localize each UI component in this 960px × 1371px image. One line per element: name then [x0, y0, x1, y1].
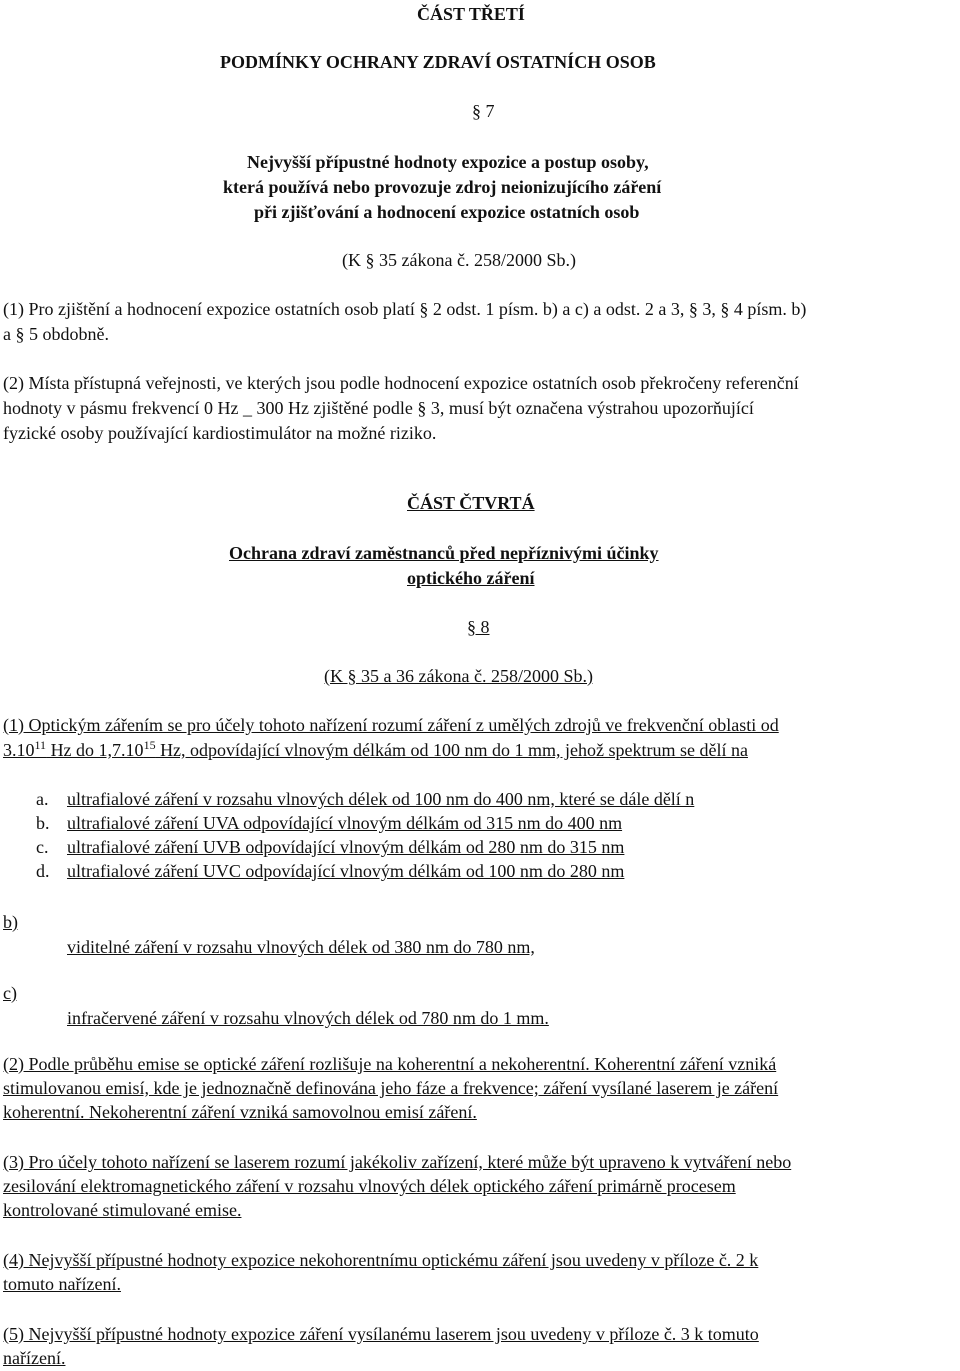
part4-para4-line2: tomuto nařízení. — [3, 1274, 121, 1294]
part4-para1-line1: (1) Optickým zářením se pro účely tohoto nařízení rozumí záření z umělých zdrojů ve frekvenční oblasti od — [3, 715, 779, 735]
part3-para1-line1: (1) Pro zjištění a hodnocení expozice ostatních osob platí § 2 odst. 1 písm. b) a c) a odst. 2 a 3, § 3, § 4 písm. b) — [3, 299, 807, 319]
part4-para1-line2: 3.10$^{11}$ Hz do 1,7.10$^{15}$ Hz, odpovídající vlnovým délkám od 100 nm do 1 mm, jehož spektrum se dělí na — [3, 738, 748, 760]
part4-heading: ČÁST ČTVRTÁ — [407, 493, 535, 513]
part3-title: PODMÍNKY OCHRANY ZDRAVÍ OSTATNÍCH OSOB — [220, 52, 656, 72]
part4-para5-line2: nařízení. — [3, 1348, 66, 1368]
part3-reference: (K § 35 zákona č. 258/2000 Sb.) — [342, 250, 576, 270]
part3-section-title-line1: Nejvyšší přípustné hodnoty expozice a postup osoby, — [247, 152, 649, 172]
part4-title-line1: Ochrana zdraví zaměstnanců před nepříznivými účinky — [229, 543, 659, 563]
part4-para3-line1: (3) Pro účely tohoto nařízení se laserem rozumí jakékoliv zařízení, které může být upraveno k vytváření nebo — [3, 1152, 792, 1172]
list-item-c-text: ultrafialové záření UVB odpovídající vlnovým délkám od 280 nm do 315 nm — [67, 837, 625, 857]
part4-reference: (K § 35 a 36 zákona č. 258/2000 Sb.) — [324, 666, 593, 686]
part3-section-number: § 7 — [472, 101, 495, 121]
list-item-c-marker: c. — [36, 837, 49, 857]
list-item-b-marker: b. — [36, 813, 50, 833]
part3-section-title-line3: při zjišťování a hodnocení expozice ostatních osob — [254, 202, 640, 222]
item-c-marker: c) — [3, 983, 17, 1003]
list-item-b-text: ultrafialové záření UVA odpovídající vlnovým délkám od 315 nm do 400 nm — [67, 813, 623, 833]
item-b-marker: b) — [3, 912, 18, 932]
item-b-text: viditelné záření v rozsahu vlnových délek od 380 nm do 780 nm, — [67, 937, 535, 957]
part4-para5-line1: (5) Nejvyšší přípustné hodnoty expozice záření vysílanému laserem jsou uvedeny v příloze č. 3 k tomuto — [3, 1324, 759, 1344]
part4-para2-line1: (2) Podle průběhu emise se optické záření rozlišuje na koherentní a nekoherentní. Koherentní záření vzniká — [3, 1054, 777, 1074]
part4-para2-line2: stimulovanou emisí, kde je jednoznačně definována jeho fáze a frekvence; záření vysílané laserem je záření — [3, 1078, 779, 1098]
list-item-a-marker: a. — [36, 789, 49, 809]
part4-para3-line3: kontrolované stimulované emise. — [3, 1200, 242, 1220]
part3-para2-line3: fyzické osoby používající kardiostimulátor na možné riziko. — [3, 423, 437, 443]
part3-para1-line2: a § 5 obdobně. — [3, 324, 109, 344]
part3-para2-line2: hodnoty v pásmu frekvencí 0 Hz _ 300 Hz zjištěné podle § 3, musí být označena výstrahou upozorňující — [3, 398, 754, 418]
list-item-d-marker: d. — [36, 861, 50, 881]
item-c-text: infračervené záření v rozsahu vlnových délek od 780 nm do 1 mm. — [67, 1008, 549, 1028]
part4-para4-line1: (4) Nejvyšší přípustné hodnoty expozice nekohorentnímu optickému záření jsou uvedeny v příloze č. 2 k — [3, 1250, 759, 1270]
list-item-a-text: ultrafialové záření v rozsahu vlnových délek od 100 nm do 400 nm, které se dále dělí n — [67, 789, 695, 809]
part3-para2-line1: (2) Místa přístupná veřejnosti, ve kterých jsou podle hodnocení expozice ostatních osob překročeny referenční — [3, 373, 799, 393]
part4-para3-line2: zesilování elektromagnetického záření v rozsahu vlnových délek optického záření primárně procesem — [3, 1176, 736, 1196]
part4-section-number: § 8 — [467, 617, 490, 637]
part4-para2-line3: koherentní. Nekoherentní záření vzniká samovolnou emisí záření. — [3, 1102, 477, 1122]
part3-section-title-line2: která používá nebo provozuje zdroj neionizujícího záření — [223, 177, 662, 197]
part3-heading: ČÁST TŘETÍ — [417, 4, 525, 24]
list-item-d-text: ultrafialové záření UVC odpovídající vlnovým délkám od 100 nm do 280 nm — [67, 861, 625, 881]
part4-title-line2: optického záření — [407, 568, 535, 588]
